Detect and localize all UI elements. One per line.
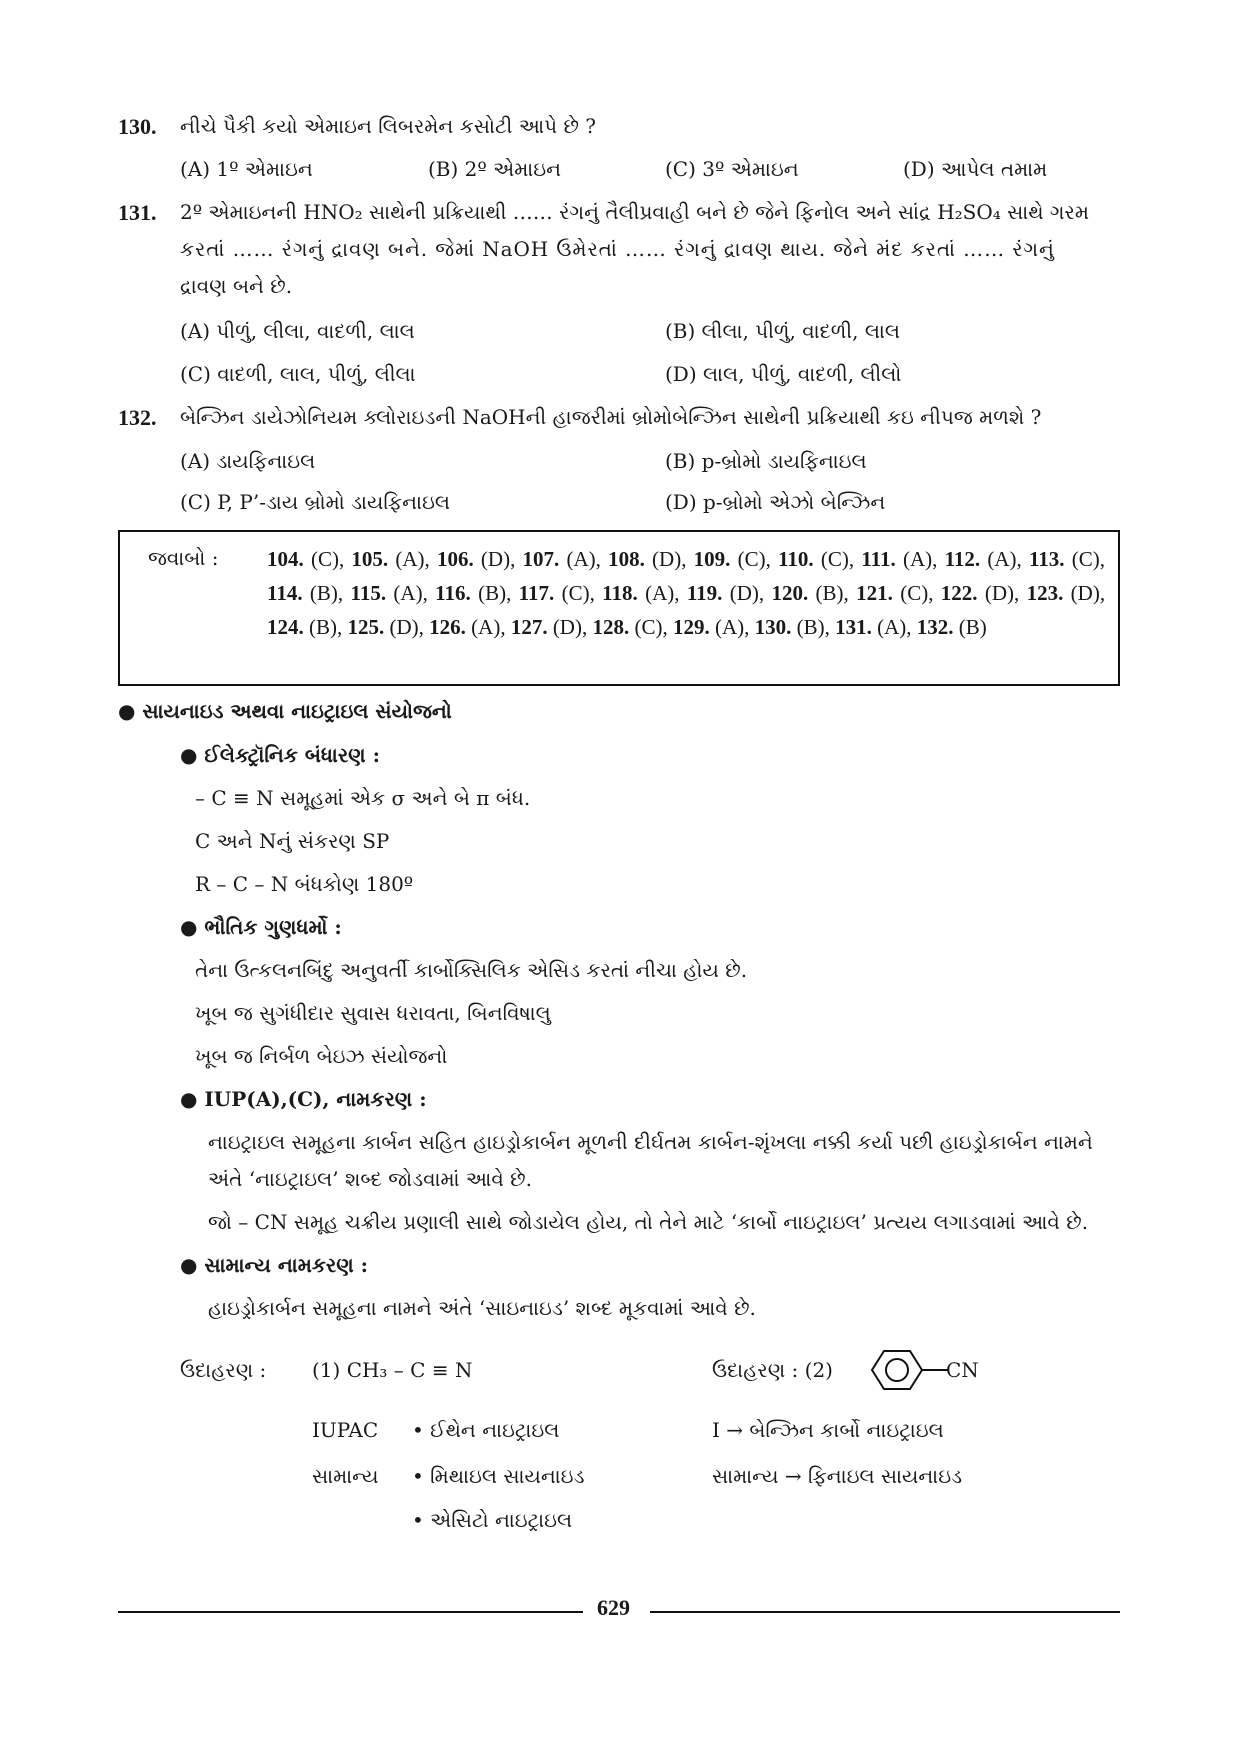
answer-option: (A) [895,547,933,571]
answer-option: (A) [980,547,1017,571]
option-a: (A) ડાયફિનાઇલ [180,449,316,473]
footer-rule-left [118,1611,583,1613]
answer-option: (B) [470,581,507,605]
answer-question-number: 130. [754,615,792,639]
subheading-common: ● સામાન્ય નામકરણ : [180,1253,369,1277]
answer-question-number: 127. [510,615,548,639]
answer-question-number: 110. [778,547,814,571]
answer-question-number: 117. [518,581,555,605]
answer-option: (A) [388,547,425,571]
answer-question-number: 118. [602,581,638,605]
body-line: – C ≡ N સમૂહમાં એક σ અને બે π બંધ. [195,786,531,810]
answer-item [945,547,1017,571]
answer-item [917,615,987,639]
answer-item [435,581,506,605]
answer-item [267,547,339,571]
answer-option: (C) [1064,547,1100,571]
answer-item [437,547,510,571]
question-text: નીચે પૈકી કયો એમાઇન લિબરમેન કસોટી આપે છે ? [180,114,597,138]
answer-option: (B) [302,581,338,605]
answer-item [755,615,825,639]
answer-item [687,581,759,605]
iupac-label: IUPAC [312,1418,379,1442]
answer-item [602,581,674,605]
answer-question-number: 125. [347,615,385,639]
question-number: 130. [118,114,157,139]
answer-question-number: 115. [350,581,387,605]
answer-option: (D) [473,547,511,571]
answer-question-number: 132. [916,615,954,639]
answer-item [778,547,849,571]
answer-question-number: 116. [435,581,471,605]
answer-question-number: 113. [1028,547,1065,571]
example-label: ઉદાહરણ : [180,1358,267,1382]
option-d: (D) p-બ્રોમો એઝો બેન્ઝિન [665,490,886,514]
answer-option: (A) [637,581,675,605]
option-c: (C) વાદળી, લાલ, પીળું, લીલા [180,362,416,386]
example-label: ઉદાહરણ : (2) [712,1358,833,1382]
answer-question-number: 105. [351,547,389,571]
body-line: હાઇડ્રોકાર્બન સમૂહના નામને અંતે ‘સાઇનાઇડ’ શબ્દ મૂકવામાં આવે છે. [208,1296,756,1320]
answer-question-number: 109. [693,547,731,571]
option-d: (D) આપેલ તમામ [903,157,1048,181]
answer-option: (A) [386,581,423,605]
answer-question-number: 111. [861,547,896,571]
answer-item [511,615,582,639]
answer-question-number: 123. [1026,581,1064,605]
answer-item [694,547,766,571]
page-number: 629 [597,1595,630,1620]
common-name: • મિથાઇલ સાયનાઇડ [412,1464,585,1488]
answer-item [267,581,338,605]
answer-option: (B) [791,615,825,639]
question-text-line: દ્રાવણ બને છે. [180,274,293,298]
answer-option: (B) [953,615,987,639]
common-name: • એસિટો નાઇટ્રાઇલ [412,1508,573,1532]
body-line: જો – CN સમૂહ ચક્રીય પ્રણાલી સાથે જોડાયેલ હોય, તો તેને માટે ‘કાર્બો નાઇટ્રાઇલ’ પ્રત્યય લગાડવામાં આવે છે. [208,1210,1089,1234]
answer-item [771,581,843,605]
answer-question-number: 120. [771,581,809,605]
answer-question-number: 114. [267,581,303,605]
question-number: 131. [118,200,157,225]
answer-item [941,581,1014,605]
cyano-group-label: CN [946,1358,979,1382]
answer-item [835,615,906,639]
option-b: (B) p-બ્રોમો ડાયફિનાઇલ [665,449,867,473]
subheading-electronic: ● ઈલેક્ટ્રૉનિક બંધારણ : [180,743,380,767]
body-line: ખૂબ જ સુગંધીદાર સુવાસ ધરાવતા, બિનવિષાલુ [195,1001,551,1025]
option-a: (A) 1º એમાઇન [180,157,313,181]
answer-option: (B) [808,581,844,605]
body-line: તેના ઉત્કલનબિંદુ અનુવર્તી કાર્બોક્સિલિક એસિડ કરતાં નીચા હોય છે. [195,958,748,982]
answer-option: (D) [384,615,419,639]
answer-item [267,615,337,639]
body-line: નાઇટ્રાઇલ સમૂહના કાર્બન સહિત હાઇડ્રોકાર્બન મૂળની દીર્ઘતમ કાર્બન-શૃંખલા નક્કી કર્યા પછી હાઇડ્રોકાર્બન નામને [208,1130,1093,1154]
question-text: બેન્ઝિન ડાયેઝોનિયમ ક્લોરાઇડની NaOHની હાજરીમાં બ્રોમોબેન્ઝિન સાથેની પ્રક્રિયાથી કઇ નીપજ મળશે ? [180,405,1042,429]
answer-item [523,547,596,571]
answer-item [348,615,419,639]
answer-question-number: 119. [686,581,723,605]
answer-option: (C) [892,581,929,605]
answer-option: (C) [554,581,590,605]
question-text-line: 2º એમાઇનની HNO₂ સાથેની પ્રક્રિયાથી …… રંગનું તૈલીપ્રવાહી બને છે જેને ફિનોલ અને સાંદ્ર H₂SO₄ સાથે ગરમ [180,200,1089,224]
answer-question-number: 107. [522,547,560,571]
answer-item [429,615,500,639]
answer-item [351,547,424,571]
answer-option: (A) [709,615,745,639]
answer-option: (C) [629,615,663,639]
answer-key-label: જવાબો : [148,546,219,570]
answer-question-number: 106. [436,547,474,571]
answer-item [592,615,662,639]
answer-item [351,581,423,605]
answer-option: (D) [1063,581,1100,605]
answer-option: (B) [303,615,337,639]
answer-item [1029,547,1100,571]
question-text-line: કરતાં …… રંગનું દ્રાવણ બને. જેમાં NaOH ઉમેરતાં …… રંગનું દ્રાવણ થાય. જેને મંદ કરતાં …… રંગનું [180,237,1055,261]
section-title: ● સાયનાઇડ અથવા નાઇટ્રાઇલ સંયોજનો [118,699,452,723]
answer-option: (A) [559,547,596,571]
answer-option: (D) [722,581,759,605]
answer-option: (D) [644,547,682,571]
answer-key-list: 104. (C), 105. (A), 106. (D), 107. (A), 108. (D), 109. (C), 110. (C), 111. (A), 112. (A), 113. (C), 114. (B), 115. (A), 116. (B), 117. (C), 118. (A), 119. (D), 120. (B), 121. (C), 122. (D), 123. (D), 124. (B), 125. (D), 126. (A), 127. (D), 128. (C), 129. (A), 130. (B), 131. (A), 132. (B) [267,547,1106,639]
option-d: (D) લાલ, પીળું, વાદળી, લીલો [665,362,902,386]
answer-option: (D) [547,615,582,639]
option-b: (B) લીલા, પીળું, વાદળી, લાલ [665,319,900,343]
option-b: (B) 2º એમાઇન [428,157,562,181]
footer-rule-right [650,1611,1120,1613]
answer-question-number: 126. [429,615,466,639]
body-line: અંતે ‘નાઇટ્રાઇલ’ શબ્દ જોડવામાં આવે છે. [208,1167,532,1191]
question-number: 132. [118,405,157,430]
body-line: ખૂબ જ નિર્બળ બેઇઝ સંયોજનો [195,1044,448,1068]
answer-item [861,547,932,571]
answer-question-number: 112. [944,547,981,571]
answer-option: (D) [977,581,1015,605]
answer-question-number: 124. [267,615,304,639]
answer-option: (A) [871,615,907,639]
option-c: (C) 3º એમાઇન [665,157,799,181]
answer-question-number: 108. [608,547,645,571]
example-formula: (1) CH₃ – C ≡ N [312,1358,473,1382]
option-a: (A) પીળું, લીલા, વાદળી, લાલ [180,319,415,343]
option-c: (C) P, P’-ડાય બ્રોમો ડાયફિનાઇલ [180,490,450,514]
answer-key-box [118,530,1120,686]
answer-item [1027,581,1100,605]
body-line: R – C – N બંધકોણ 180º [195,872,414,896]
answer-option: (A) [465,615,501,639]
answer-item [608,547,681,571]
subheading-iupac: ● IUP(A),(C), નામકરણ : [180,1087,427,1111]
answer-question-number: 129. [672,615,710,639]
answer-option: (C) [813,547,849,571]
benzene-ring-icon [858,1345,958,1395]
subheading-physical: ● ભૌતિક ગુણધર્મો : [180,915,342,939]
answer-question-number: 122. [940,581,978,605]
answer-item [856,581,928,605]
common-name: સામાન્ય → ફિનાઇલ સાયનાઇડ [712,1464,963,1488]
body-line: C અને Nનું સંકરણ SP [195,829,390,853]
answer-question-number: 131. [835,615,872,639]
answer-option: (C) [730,547,766,571]
answer-question-number: 104. [267,547,304,571]
answer-item [673,615,744,639]
iupac-name: I → બેન્ઝિન કાર્બો નાઇટ્રાઇલ [712,1418,944,1442]
answer-item [519,581,590,605]
answer-option: (C) [303,547,339,571]
common-label: સામાન્ય [312,1464,379,1488]
iupac-name: • ઈથેન નાઇટ્રાઇલ [412,1418,560,1442]
answer-question-number: 128. [592,615,630,639]
answer-question-number: 121. [856,581,893,605]
